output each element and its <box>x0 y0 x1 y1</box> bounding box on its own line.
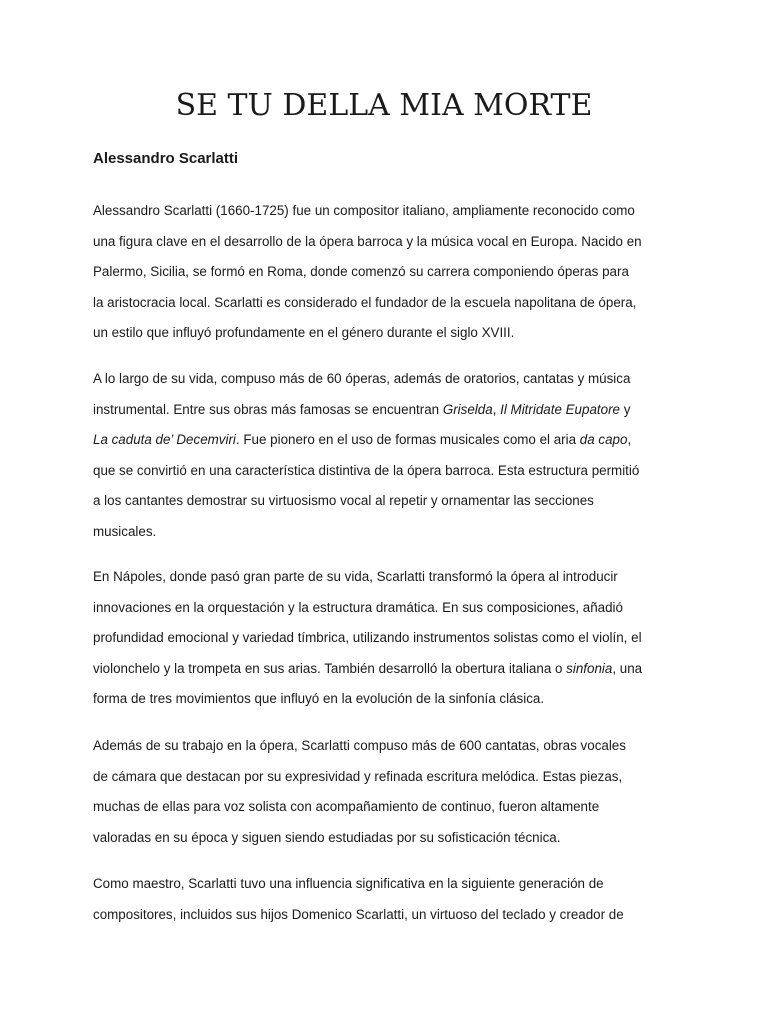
text-run: a los cantantes demostrar su virtuosismo vocal al repetir y ornamentar las secciones <box>93 493 594 509</box>
text-run: una figura clave en el desarrollo de la ópera barroca y la música vocal en Europa. Nacido en <box>93 233 642 249</box>
text-line <box>93 731 681 762</box>
text-run: Como maestro, Scarlatti tuvo una influencia significativa en la siguiente generación de <box>93 876 604 891</box>
work-title-mitridate: Il Mitridate Eupatore <box>500 401 620 417</box>
text-line <box>93 562 681 593</box>
term-da-capo: da capo <box>579 432 628 448</box>
text-line <box>93 318 681 349</box>
paragraph-2 <box>93 364 681 548</box>
text-line <box>93 456 681 487</box>
text-line <box>93 425 681 456</box>
text-run: que se convirtió en una característica distintiva de la ópera barroca. Esta estructura permitió <box>93 462 640 478</box>
text-run: Alessandro Scarlatti (1660-1725) fue un compositor italiano, ampliamente reconocido como <box>93 203 635 218</box>
text-run: muchas de ellas para voz solista con acompañamiento de continuo, fueron altamente <box>93 799 600 815</box>
author-heading: Alessandro Scarlatti <box>93 150 239 167</box>
text-run: la aristocracia local. Scarlatti es considerado el fundador de la escuela napolitana de ópera, <box>93 294 637 310</box>
text-line <box>93 364 681 395</box>
text-line <box>93 227 681 258</box>
text-run: de cámara que destacan por su expresividad y refinada escritura melódica. Estas piezas, <box>93 768 623 784</box>
text-run: Palermo, Sicilia, se formó en Roma, donde comenzó su carrera componiendo óperas para <box>93 264 629 280</box>
text-run: , <box>492 401 501 417</box>
text-run: forma de tres movimientos que influyó en la evolución de la sinfonía clásica. <box>93 691 545 707</box>
text-line <box>93 869 681 900</box>
text-run: Además de su trabajo en la ópera, Scarlatti compuso más de 600 cantatas, obras vocales <box>93 738 626 753</box>
work-title-caduta: La caduta de’ Decemviri <box>93 432 236 448</box>
text-line <box>93 593 681 624</box>
text-run: En Nápoles, donde pasó gran parte de su vida, Scarlatti transformó la ópera al introducir <box>93 569 618 584</box>
text-line <box>93 654 681 685</box>
text-line <box>93 762 681 793</box>
text-run: instrumental. Entre sus obras más famosas se encuentran <box>93 401 443 417</box>
text-run: innovaciones en la orquestación y la estructura dramática. En sus composiciones, añadió <box>93 599 623 615</box>
paragraph-5 <box>93 869 681 930</box>
text-line <box>93 684 681 715</box>
term-sinfonia: sinfonia <box>566 660 613 676</box>
paragraph-1 <box>93 196 681 349</box>
work-title-griselda: Griselda <box>442 401 493 417</box>
text-line <box>93 196 681 227</box>
text-run: . Fue pionero en el uso de formas musicales como el aria <box>235 432 580 448</box>
text-line <box>93 900 681 931</box>
text-run: profundidad emocional y variedad tímbrica, utilizando instrumentos solistas como el violín, el <box>93 630 642 646</box>
text-run: un estilo que influyó profundamente en el género durante el siglo XVIII. <box>93 325 515 341</box>
text-run: musicales. <box>93 523 157 539</box>
text-run: violonchelo y la trompeta en sus arias. También desarrolló la obertura italiana o <box>93 660 567 676</box>
text-run: , <box>627 432 632 448</box>
text-line <box>93 517 681 548</box>
text-run: y <box>619 401 631 417</box>
text-run: , una <box>612 660 643 676</box>
text-line <box>93 288 681 319</box>
text-line <box>93 395 681 426</box>
text-line <box>93 257 681 288</box>
text-line <box>93 792 681 823</box>
text-line <box>93 486 681 517</box>
text-run: A lo largo de su vida, compuso más de 60 óperas, además de oratorios, cantatas y música <box>93 371 631 386</box>
text-line <box>93 823 681 854</box>
text-run: valoradas en su época y siguen siendo estudiadas por su sofisticación técnica. <box>93 829 561 845</box>
paragraph-4 <box>93 731 681 853</box>
document-title: SE TU DELLA MIA MORTE <box>175 88 593 123</box>
text-run: compositores, incluidos sus hijos Domenico Scarlatti, un virtuoso del teclado y creador de <box>93 906 624 922</box>
paragraph-3 <box>93 562 681 715</box>
text-line <box>93 623 681 654</box>
